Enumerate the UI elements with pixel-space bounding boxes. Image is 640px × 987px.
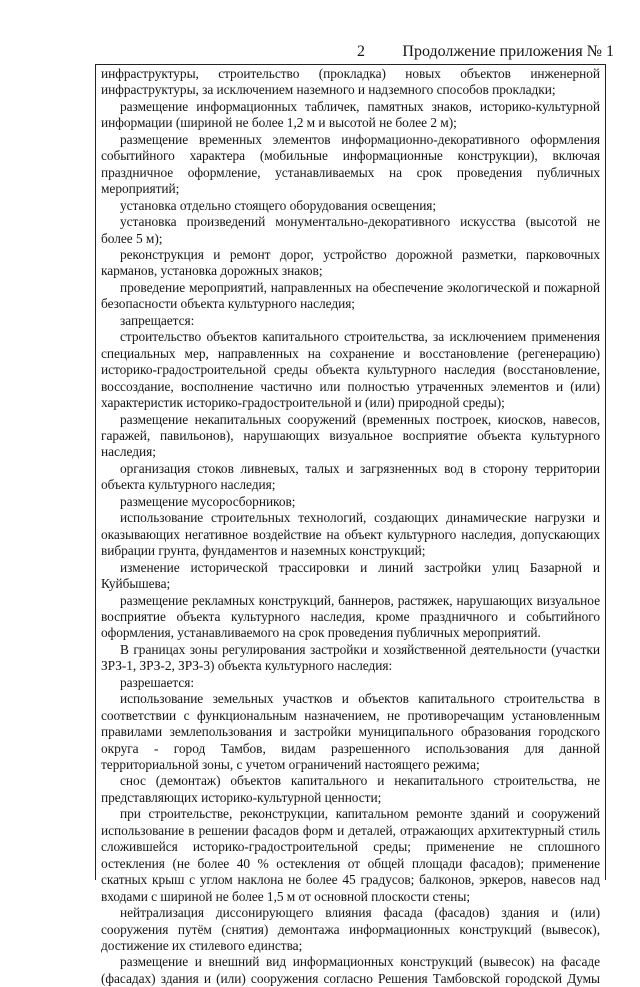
paragraph: размещение рекламных конструкций, баннеров, растяжек, нарушающих визуальное восприятие объекта культурного наследия, кроме праздничного и событийного оформления, устанавливаемого на срок проведения публичных мероприятий.: [101, 592, 600, 641]
paragraph: размещение временных элементов информационно-декоративного оформления событийного характера (мобильные информационные конструкции), включая праздничное оформление, устанавливаемых на срок проведения публичных мероприятий;: [101, 131, 600, 197]
paragraph: инфраструктуры, строительство (прокладка) новых объектов инженерной инфраструктуры, за исключением наземного и надземного способов прокладки;: [101, 66, 600, 98]
paragraph: размещение мусоросборников;: [120, 493, 296, 509]
paragraph: проведение мероприятий, направленных на обеспечение экологической и пожарной безопасности объекта культурного наследия;: [101, 279, 600, 312]
paragraph: строительство объектов капитального строительства, за исключением применения специальных мер, направленных на сохранение и восстановление (регенерацию) историко-градостроительной среды объекта культурного наследия (восстановление, воссоздание, восполнение частично или полностью утраченных элементов и (или) характеристик историко-градостроительной и (или) природной среды);: [101, 329, 600, 411]
section-label-prohibited: запрещается:: [120, 312, 195, 328]
paragraph: использование строительных технологий, создающих динамические нагрузки и оказывающих негативное воздействие на объект культурного наследия, допускающих вибрации грунта, фундаментов и наземных конструкций;: [101, 510, 600, 559]
paragraph: размещение и внешний вид информационных конструкций (вывесок) на фасаде (фасадах) здания и (или) сооружения согласно Решения Тамбовской городской Думы: [101, 954, 600, 986]
paragraph: организация стоков ливневых, талых и загрязненных вод в сторону территории объекта культурного наследия;: [101, 460, 600, 493]
text-frame: [95, 64, 606, 986]
page-number: 2: [357, 43, 365, 60]
paragraph: снос (демонтаж) объектов капитального и некапитального строительства, не представляющих историко-культурной ценности;: [101, 773, 600, 805]
page-header: [0, 40, 640, 64]
paragraph: нейтрализация диссонирующего влияния фасада (фасадов) здания и (или) сооружения путём (снятия) демонтажа информационных конструкций (вывесок), достижение их стилевого единства;: [101, 905, 600, 954]
appendix-continuation-label: Продолжение приложения № 1: [402, 43, 614, 60]
paragraph: изменение исторической трассировки и линий застройки улиц Базарной и Куйбышева;: [101, 559, 600, 592]
paragraph: установка произведений монументально-декоративного искусства (высотой не более 5 м);: [101, 214, 600, 246]
paragraph: установка отдельно стоящего оборудования освещения;: [120, 197, 437, 213]
paragraph: при строительстве, реконструкции, капитальном ремонте зданий и сооружений использование в решении фасадов форм и деталей, отражающих архитектурный стиль сложившейся историко-градостроительной среды; применение не сплошного остекления (не более 40 % остекления от общей площади фасадов); применение скатных крыш с углом наклона не более 45 градусов; балконов, эркеров, навесов над входами с шириной не более 1,5 м от основной плоскости стены;: [101, 806, 600, 904]
zone-heading-paragraph: В границах зоны регулирования застройки и хозяйственной деятельности (участки ЗРЗ-1, ЗРЗ-2, ЗРЗ-3) объекта культурного наследия:: [101, 641, 600, 674]
section-label-permitted: разрешается:: [120, 674, 195, 690]
paragraph: использование земельных участков и объектов капитального строительства в соответствии с функциональным назначением, не противоречащим установленным правилами землепользования и застройки муниципального образования городского округа - город Тамбов, видам разрешенного использования для данной территориальной зоны, с учетом ограничений настоящего режима;: [101, 691, 600, 773]
paragraph: реконструкция и ремонт дорог, устройство дорожной разметки, парковочных карманов, установка дорожных знаков;: [101, 246, 600, 279]
paragraph: размещение информационных табличек, памятных знаков, историко-культурной информации (шириной не более 1,2 м и высотой не более 2 м);: [101, 98, 600, 131]
paragraph: размещение некапитальных сооружений (временных построек, киосков, навесов, гаражей, павильонов), нарушающих визуальное восприятие объекта культурного наследия;: [101, 411, 600, 460]
